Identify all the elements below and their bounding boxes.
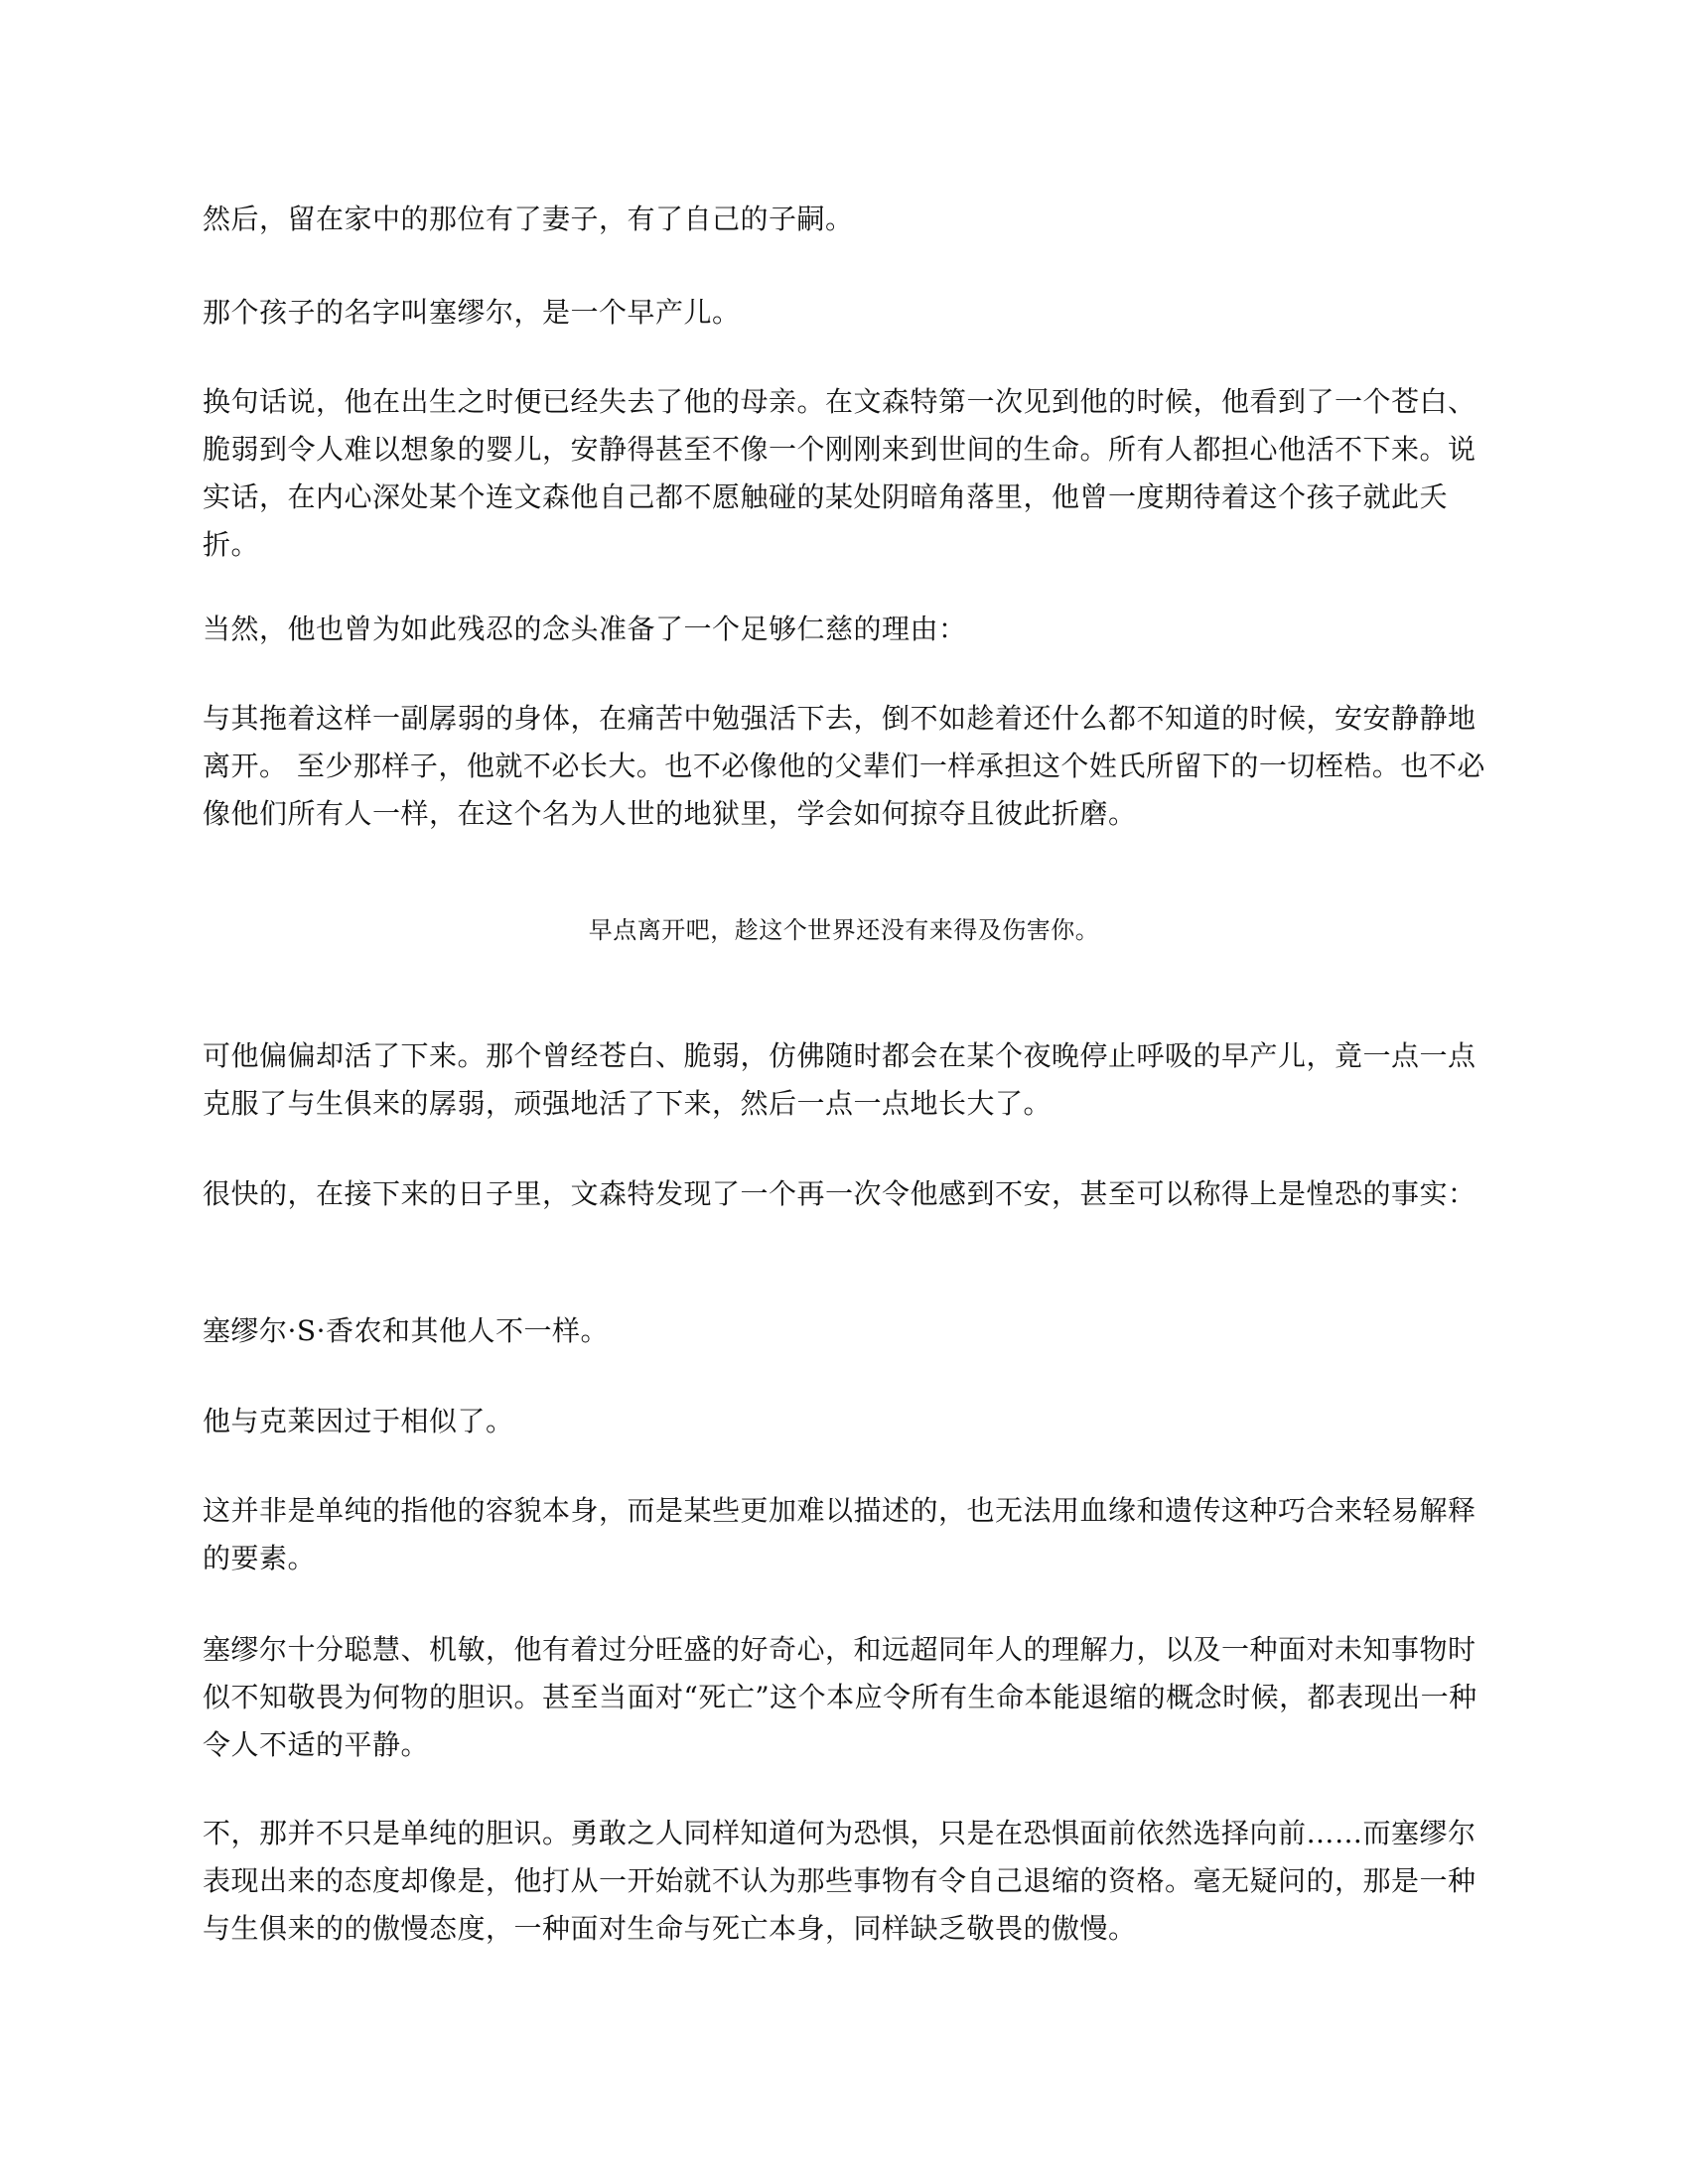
paragraph-3 xyxy=(203,378,1485,569)
paragraph-6 xyxy=(203,1032,1485,1128)
paragraph-text: 不，那并不只是单纯的胆识。勇敢之人同样知道何为恐惧，只是在恐惧面前依然选择向前……而塞缪尔表现出来的态度却像是，他打从一开始就不认为那些事物有令自己退缩的资格。毫无疑问的，那是一种与生俱来的的傲慢态度，一种面对生命与死亡本身，同样缺乏敬畏的傲慢。 xyxy=(203,1817,1477,1945)
paragraph-text: 塞缪尔十分聪慧、机敏，他有着过分旺盛的好奇心，和远超同年人的理解力，以及一种面对未知事物时似不知敬畏为何物的胆识。甚至当面对“死亡”这个本应令所有生命本能退缩的概念时候，都表现出一种令人不适的平静。 xyxy=(203,1633,1477,1761)
paragraph-4 xyxy=(203,606,1485,653)
paragraph-text: 然后，留在家中的那位有了妻子，有了自己的子嗣。 xyxy=(203,203,854,235)
paragraph-5 xyxy=(203,695,1485,838)
quote-text: 早点离开吧，趁这个世界还没有来得及伤害你。 xyxy=(588,916,1100,944)
paragraph-2 xyxy=(203,289,1485,337)
paragraph-7 xyxy=(203,1170,1485,1218)
paragraph-text: 换句话说，他在出生之时便已经失去了他的母亲。在文森特第一次见到他的时候，他看到了一个苍白、脆弱到令人难以想象的婴儿，安静得甚至不像一个刚刚来到世间的生命。所有人都担心他活不下来。说实话，在内心深处某个连文森他自己都不愿触碰的某处阴暗角落里，他曾一度期待着这个孩子就此夭折。 xyxy=(203,385,1477,561)
paragraph-1 xyxy=(203,196,1485,243)
paragraph-text: 那个孩子的名字叫塞缪尔，是一个早产儿。 xyxy=(203,296,741,329)
paragraph-text: 他与克莱因过于相似了。 xyxy=(203,1405,514,1437)
paragraph-8 xyxy=(203,1307,1485,1355)
paragraph-10 xyxy=(203,1487,1485,1582)
paragraph-11 xyxy=(203,1626,1485,1769)
paragraph-text: 很快的，在接下来的日子里，文森特发现了一个再一次令他感到不安，甚至可以称得上是惶恐的事实： xyxy=(203,1177,1477,1210)
paragraph-text: 可他偏偏却活了下来。那个曾经苍白、脆弱，仿佛随时都会在某个夜晚停止呼吸的早产儿，竟一点一点克服了与生俱来的孱弱，顽强地活了下来，然后一点一点地长大了。 xyxy=(203,1039,1477,1120)
paragraph-text: 塞缪尔·S·香农和其他人不一样。 xyxy=(203,1314,609,1347)
paragraph-text: 与其拖着这样一副孱弱的身体，在痛苦中勉强活下去，倒不如趁着还什么都不知道的时候，安安静静地离开。 至少那样子，他就不必长大。也不必像他的父辈们一样承担这个姓氏所留下的一切桎梏。也不必像他们所有人一样，在这个名为人世的地狱里，学会如何掠夺且彼此折磨。 xyxy=(203,702,1485,830)
paragraph-text: 这并非是单纯的指他的容貌本身，而是某些更加难以描述的，也无法用血缘和遗传这种巧合来轻易解释的要素。 xyxy=(203,1494,1477,1574)
centered-quote xyxy=(0,910,1688,950)
paragraph-12 xyxy=(203,1810,1485,1953)
paragraph-9 xyxy=(203,1398,1485,1445)
paragraph-text: 当然，他也曾为如此残忍的念头准备了一个足够仁慈的理由： xyxy=(203,613,967,645)
